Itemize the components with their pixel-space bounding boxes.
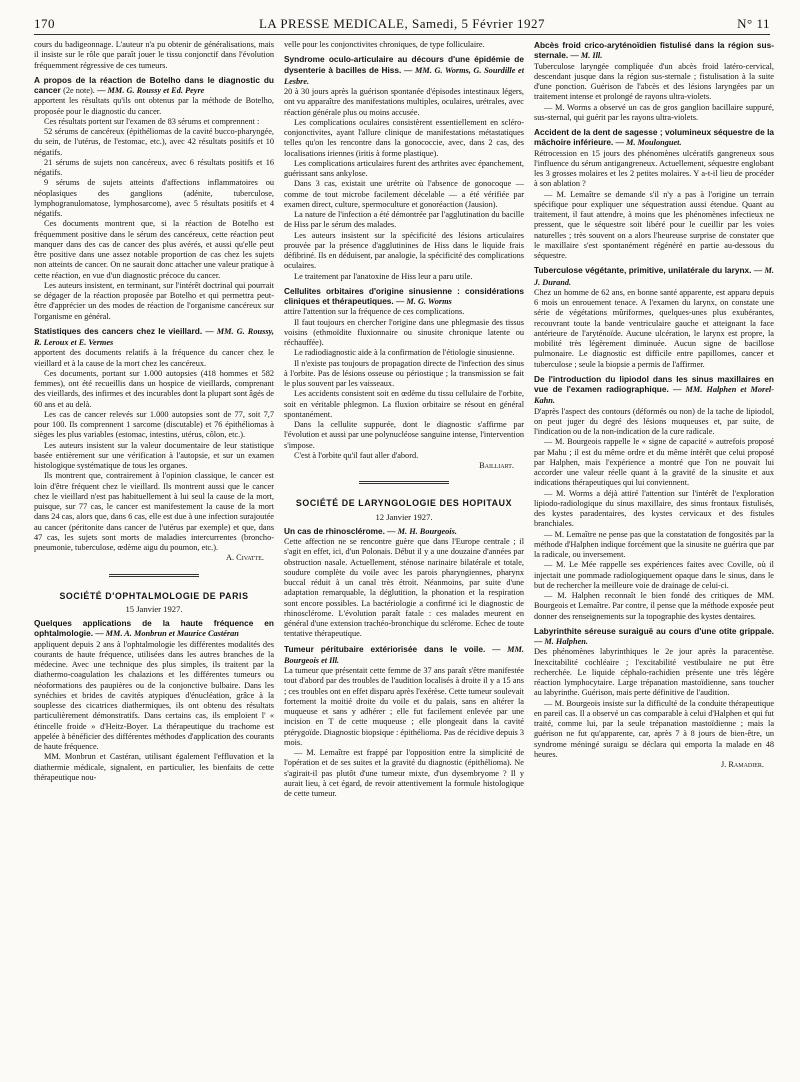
article-authors: — MM. G. Roussy et Ed. Peyre [97, 86, 205, 95]
article-authors: — M. J. Durand. [534, 266, 774, 287]
article-heading [534, 626, 774, 648]
article-title: Syndrome oculo-articulaire au décours d'une épidémie de dysenterie à bacilles de Hiss. [284, 54, 524, 75]
paragraph: La nature de l'infection a été démontrée par l'agglutination du bacille de Hiss par le sérum des malades. [284, 210, 524, 230]
article-authors: — MM. G. Roussy, R. Leroux et E. Vermes [34, 326, 274, 347]
article-title: De l'introduction du lipiodol dans les sinus maxillaires en vue de l'examen radiographique. [534, 373, 774, 394]
article-heading [284, 54, 524, 87]
article-title: Accident de la dent de sagesse ; volumineux séquestre de la mâchoire inférieure. [534, 127, 774, 148]
article-title: Tuberculose végétante, primitive, unilatérale du larynx. [534, 265, 752, 276]
paragraph: La tumeur que présentait cette femme de 37 ans paraît s'être manifestée tout d'abord par des troubles de l'audition localisés à droite il y a 15 ans ; ces troubles ont en effet disparu après l'exérèse. Cette tumeur soulevait fortement la moitié droite du voile et du palais, sans en altérer la muqueuse et sans y adhérer ; elle fut facilement enlevée par une incision en T de cette muqueuse ; elle plongeait dans la cavité ptérygoïde. Diagnostic biopsique : épithélioma. Pas de récidive depuis 3 mois. [284, 666, 524, 747]
paragraph: appliquent depuis 2 ans à l'ophtalmologie les différentes modalités des courants de haute fréquence, utilisées dans les autres branches de la médecine. Avec une technique des plus simples, ils traitent par la diathermo-coagulation les chalazions et les différentes tumeurs ou néoformations des paupières ou de la conjonctive bulbaire. Dans les synéchies et brides de cavités atypiques d'énucléation, grâce à la souplesse des cicatrices diathermiques, ils ont obtenu des résultats particulièrement démonstratifs. Dans certains cas, ils emploient l' « étincelle froide » d'Heitz-Boyer. La thérapeutique du trachome est appelée à bénéficier des différentes méthodes d'application des courants de haute fréquence. [34, 639, 274, 751]
article-title: Tumeur péritubaire extériorisée dans le voile. [284, 643, 486, 654]
paragraph: Le radiodiagnostic aide à la confirmation de l'étiologie sinusienne. [294, 348, 515, 358]
paragraph: cours du badigeonnage. L'auteur n'a pu obtenir de généralisations, mais il insiste sur le rôle que paraît jouer le tissu conjonctif dans l'évolution fréquemment régressive de ces tumeurs. [34, 40, 274, 70]
article-heading [534, 265, 774, 288]
paragraph: Ces documents montrent que, si la réaction de Botelho est fréquemment positive dans le sérum des cancéreux, cette réaction peut manquer dans des cas de cancer des plus avérés, et aussi qu'elle peut être positive dans une assez notable proportion de cas chez les sujets non atteints de cancer. On ne saurait donc attacher une valeur pratique à cette réaction, en vue d'un diagnostic précoce du cancer. [34, 219, 274, 280]
paragraph: 21 sérums de sujets non cancéreux, avec 6 résultats positifs et 16 négatifs. [34, 157, 274, 177]
paragraph: Ces résultats portent sur l'examen de 83 sérums et comprennent : [44, 116, 260, 126]
article-heading [34, 75, 274, 97]
article-title: Quelques applications de la haute fréquence en ophtalmologie. [34, 618, 274, 639]
paragraph: attire l'attention sur la fréquence de ces complications. [284, 307, 465, 317]
paragraph: — M. Lemaître ne pense pas que la constatation de fongosités par la méthode d'Halphen indique forcément que la sinusite ne guérira que par la radicale, ou inversement. [534, 529, 774, 559]
article-authors: — MM. Bourgeois et Ill. [284, 644, 524, 665]
article-authors: — M. G. Worms [396, 297, 452, 306]
article-authors: — M. Halphen. [534, 637, 588, 646]
paragraph: C'est à l'orbite qu'il faut aller d'abord. [294, 450, 419, 460]
paragraph: Il faut toujours en chercher l'origine dans une phlegmasie des tissus voisins (ethmoïdite fluxionnaire ou sinusite chronique latente ou réchauffée). [284, 317, 524, 347]
paragraph: 9 sérums de sujets atteints d'affections inflammatoires ou néoplasiques des ganglions (adénite, tuberculose, lymphogranulomatose, lymphosarcome), avec 5 résultats positifs et 4 négatifs. [34, 178, 274, 218]
paragraph: — M. Halphen reconnaît le bien fondé des critiques de MM. Bourgeois et Lemaître. Par contre, il pense que la méthode exposée peut donner des renseignements sur la topographie des kystes dentaires. [534, 591, 774, 621]
article-heading [534, 374, 774, 407]
paragraph: Le traitement par l'anatoxine de Hiss leur a paru utile. [294, 271, 473, 281]
text-columns [34, 40, 774, 1074]
article-note: (2e note). [63, 86, 95, 95]
session-date: 15 Janvier 1927. [125, 603, 183, 614]
paragraph: Rétrocession en 15 jours des phénomènes ulcératifs gangreneux sous l'influence du sérum antigangreneux. Actuellement, séquestre englobant les 3 grosses molaires et les 2 petites molaires. Y a-t-il lieu de procéder à son ablation ? [534, 148, 774, 189]
paragraph: Dans la cellulite suppurée, dont le diagnostic s'affirme par l'évolution et aussi par une polynucléose sanguine intense, l'intervention s'impose. [284, 420, 524, 450]
article-heading [34, 618, 274, 640]
article-title: Statistiques des cancers chez le vieillard. [34, 325, 203, 336]
column-2 [284, 40, 524, 1074]
society-name: SOCIÉTÉ DE LARYNGOLOGIE DES HOPITAUX [295, 498, 513, 509]
paragraph: — M. Lemaître est frappé par l'opposition entre la simplicité de l'opération et de ses suites et la gravité du diagnostic (épithélioma). Ne s'agirait-il pas plutôt d'une tumeur mixte, d'un dysembryome ? Il y aurait lieu, à cet égard, de revoir attentivement la formule histologique de cette tumeur. [284, 748, 524, 798]
society-name: SOCIÉTÉ D'OPHTALMOLOGIE DE PARIS [59, 590, 249, 601]
column-3 [534, 40, 774, 1074]
paragraph: Tuberculose laryngée compliquée d'un abcès froid latéro-cervical, descendant jusque dans la région sus-sternale ; fistulisation à la suite d'une ponction. Guérison de l'abcès et des lésions laryngées par un traitement intense et prolongé de rayons ultra-violets. [534, 61, 774, 102]
paragraph: velle pour les conjonctivites chroniques, de type folliculaire. [284, 40, 485, 49]
paragraph: Des phénomènes labyrinthiques le 2e jour après la paracentèse. Inexcitabilité cochléaire ; l'excitabilité vestibulaire ne put être recherchée. Le liquide céphalo-rachidien présente une très légère réaction lymphocytaire. Large trépanation mastoïdienne, sans toucher au labyrinthe. Guérison, mais perte définitive de l'audition. [534, 647, 774, 698]
paragraph: D'après l'aspect des contours (déformés ou non) de la tache de lipiodol, on peut juger du degré des lésions muqueuses et, par suite, de l'indication ou de la non-indication de la cure radicale. [534, 406, 774, 436]
paragraph: Les cas de cancer relevés sur 1.000 autopsies sont de 77, soit 7,7 pour 100. Ils comprennent 1 sarcome (discutable) et 76 épithéliomas à sièges les plus variables (estomac, intestins, utérus, côlon, etc.). [34, 409, 274, 440]
article-title: Un cas de rhinosclérome. [284, 525, 385, 536]
paragraph: Les accidents consistent soit en œdème du tissu cellulaire de l'orbite, soit en véritable phlegmon. La fluxion orbitaire se résout en général spontanément. [284, 389, 524, 419]
section-rule [109, 574, 199, 577]
session-date: 12 Janvier 1927. [375, 511, 433, 522]
paragraph: Les auteurs insistent, en terminant, sur l'intérêt doctrinal qui pourrait se dégager de la réaction proposée par Botelho et qui permettra peut-être d'apprécier un des modes de réaction de l'organisme cancéreux sur l'organisme en général. [34, 280, 274, 321]
article-authors: — M. Ill. [570, 51, 603, 61]
column-1 [34, 40, 274, 1074]
signature: J. Ramadier. [721, 760, 764, 769]
page-header [34, 12, 770, 35]
article-title: Labyrinthite séreuse suraiguë au cours d'une otite grippale. [534, 625, 774, 636]
paragraph: 52 sérums de cancéreux (épithéliomas de la cavité bucco-pharyngée, du sein, de l'utérus, de l'estomac, etc.), avec 42 résultats positifs et 10 négatifs. [34, 127, 274, 157]
paragraph: Ils montrent que, contrairement à l'opinion classique, le cancer est loin d'être fréquent chez le vieillard. Ils montrent aussi que le cancer chez le vieillard n'est pas habituellement à lui seul la cause de la mort, puisque, sur 77 cas, le cancer est manifestement la cause de la mort dans 24 cas, alors que, dans 6 cas, elle est due à une infection surajoutée au cancer (péritonite dans cancer de l'utérus par exemple) et que, dans 47 cas, les sujets sont morts de maladies intercurrentes (broncho-pneumonie, tuberculose, œdème aigu du poumon, etc.). [34, 471, 274, 552]
society-section-header [34, 574, 274, 615]
article-authors: — M. H. Bourgeois. [387, 526, 457, 536]
paragraph: apportent les résultats qu'ils ont obtenus par la méthode de Botelho, proposée pour le diagnostic du cancer. [34, 96, 274, 116]
article-heading [34, 326, 274, 349]
article-authors: — MM. A. Monbrun et Maurice Castéran [95, 629, 239, 639]
paragraph: Dans 3 cas, existait une urétrite où l'absence de gonocoque — comme de tout microbe facilement décelable — a été vérifiée par examen direct, culture, spermoculture et gonoréaction (Jausion). [284, 179, 524, 209]
signature: Bailliart. [479, 461, 514, 470]
paragraph: — M. Worms a déjà attiré l'attention sur l'intérêt de l'exploration lipiodo-radiologique du sinus maxillaire, des sinus frontaux fistulisés, des kystes paradentaires, des kystes cervicaux et des fistules branchiales. [534, 488, 774, 529]
society-section-header [284, 481, 524, 522]
article-heading [534, 40, 774, 62]
paragraph: — M. Bourgeois rappelle le « signe de capacité » autrefois proposé par Mahu ; il est du même ordre et du même intérêt que celui proposé par Halphen, mais l'expérience a montré que l'on ne pouvait lui accorder une valeur réelle quant à la gravité de la sinusite et aux indications thérapeutiques qui lui conviennent. [534, 437, 774, 488]
paragraph: Il n'existe pas toujours de propagation directe de l'infection des sinus à l'orbite. Pas de lésions osseuse ou périostique ; la transmission se fait le plus souvent par les vaisseaux. [284, 358, 524, 388]
article-title: Abcès froid crico-aryténoïdien fistulisé dans la région sus-sternale. [534, 40, 774, 61]
article-title: Cellulites orbitaires d'origine sinusienne : considérations cliniques et thérapeutiques. [284, 285, 524, 306]
signature: A. Civatte. [226, 553, 264, 563]
paragraph: 20 à 30 jours après la guérison spontanée d'épisodes intestinaux légers, ont vu apparaître des manifestations multiples, oculaires, urétrales, avec réaction générale plus ou moins accusée. [284, 87, 524, 117]
paragraph: Les auteurs insistent sur la valeur documentaire de leur statistique basée entièrement sur une vérification à l'autopsie, et sur un examen histologique systématique de tous les organes. [34, 440, 274, 470]
paragraph: apportent des documents relatifs à la fréquence du cancer chez le vieillard et à la cause de la mort chez les cancéreux. [34, 348, 274, 368]
page-number: 170 [34, 16, 55, 31]
issue-number: N° 11 [737, 16, 770, 31]
paragraph: — M. Bourgeois insiste sur la difficulté de la conduite thérapeutique en pareil cas. Il a observé un cas comparable à celui d'Halphen et qui fut traité, comme lui, par la seule trépanation mastoïdienne ; mais la guérison ne fut qu'apparente, car, après 7 à 8 jours de bien-être, un syndrome méningé suraigu se déclara qui emporta la malade en 48 heures. [534, 698, 774, 759]
paragraph: — M. Lemaître se demande s'il n'y a pas à l'origine un terrain spécifique pour expliquer une séquestration aussi étendue. Quant au traitement, il faut attendre, à moins que les phénomènes infectieux ne pressent, que le séquestre soit libéré pour le cueillir par les voies naturelles ; très souvent on a alors l'heureuse surprise de constater que le maxillaire s'est spontanément régénéré en partie au-dessous du séquestre. [534, 189, 774, 260]
section-rule [359, 481, 449, 484]
paragraph: Ces documents, portant sur 1.000 autopsies (418 hommes et 582 femmes), ont été recueillis dans un hospice de vieillards, comprenant des vieillards, des infirmes et des incurables dont la plupart sont âgés de 60 ans et au delà. [34, 368, 274, 409]
article-title: A propos de la réaction de Botelho dans le diagnostic du cancer [34, 74, 274, 95]
article-authors: — MM. Halphen et Morel-Kahn. [534, 385, 774, 406]
paragraph: Les auteurs insistent sur la spécificité des lésions articulaires prouvée par la présence d'agglutinines de Hiss dans le liquide frais défibriné. Ils en déduisent, par analogie, la spécificité des complications oculaires. [284, 230, 524, 271]
paragraph: Les complications articulaires furent des arthrites avec épanchement, guérissant sans ankylose. [284, 158, 524, 178]
journal-title: LA PRESSE MEDICALE, Samedi, 5 Février 1927 [258, 16, 546, 31]
paragraph: — M. Le Mée rappelle ses expériences faites avec Coville, où il injectait une pommade radiologiquement opaque dans le sinus, dans le but de rechercher la meilleure voie de drainage de celui-ci. [534, 560, 774, 590]
article-heading [284, 286, 524, 308]
paragraph: Chez un homme de 62 ans, en bonne santé apparente, est apparu depuis 6 mois un enrouement tenace. A l'examen du larynx, on constate une série de végétations mûriformes, quelques-unes plus exubérantes, recouvrant toute la bande ventriculaire gauche et atteignant la face antérieure de l'aryténoïde. Aucune ulcération, le larynx est propre, la mobilité très légèrement diminuée. Aucun signe de bacillose pulmonaire. Le diagnostic est difficile entre papillomes, cancer et tuberculose ; seule la biopsie a permis de l'affirmer. [534, 287, 774, 369]
paragraph: Les complications oculaires consistèrent essentiellement en scléro-conjonctivites, ayant l'allure clinique de manifestations métastatiques telles qu'on les rencontre dans la gonococcie, avec, dans 2 cas, des localisations iriennes (iritis à forme plastique). [284, 117, 524, 158]
article-heading [534, 127, 774, 149]
paragraph: MM. Monbrun et Castéran, utilisant également l'effluvation et la diathermie médicale, signalent, en particulier, les bienfaits de cette thérapeutique nou- [34, 752, 274, 782]
article-heading [284, 526, 524, 537]
paragraph: Cette affection ne se rencontre guère que dans l'Europe centrale ; il s'agit en effet, ici, d'un Polonais. Début il y a une douzaine d'années par obstruction nasale. Actuellement, sténose narinaire bilatérale et totale, soudure complète du voile avec les parois pharyngiennes, pharynx buccal réduit à un canal très étroit. Néanmoins, par suite d'une adaptation remarquable, la déglutition, la phonation et la respiration sont encore possibles. La bactériologie a confirmé ici le diagnostic de rhinosclérome. L'évolution paraît fatale : ces malades meurent en général d'une extension trachéo-bronchique du sclérome. Echec de toute tentative thérapeutique. [284, 537, 524, 639]
article-authors: — MM. G. Worms, G. Sourdille et Lesbre. [284, 65, 524, 86]
article-authors: — M. Moulonguet. [615, 138, 682, 148]
paragraph: — M. Worms a observé un cas de gros ganglion bacillaire suppuré, sus-sternal, qui guérit par les rayons ultra-violets. [534, 102, 774, 122]
article-heading [284, 644, 524, 667]
